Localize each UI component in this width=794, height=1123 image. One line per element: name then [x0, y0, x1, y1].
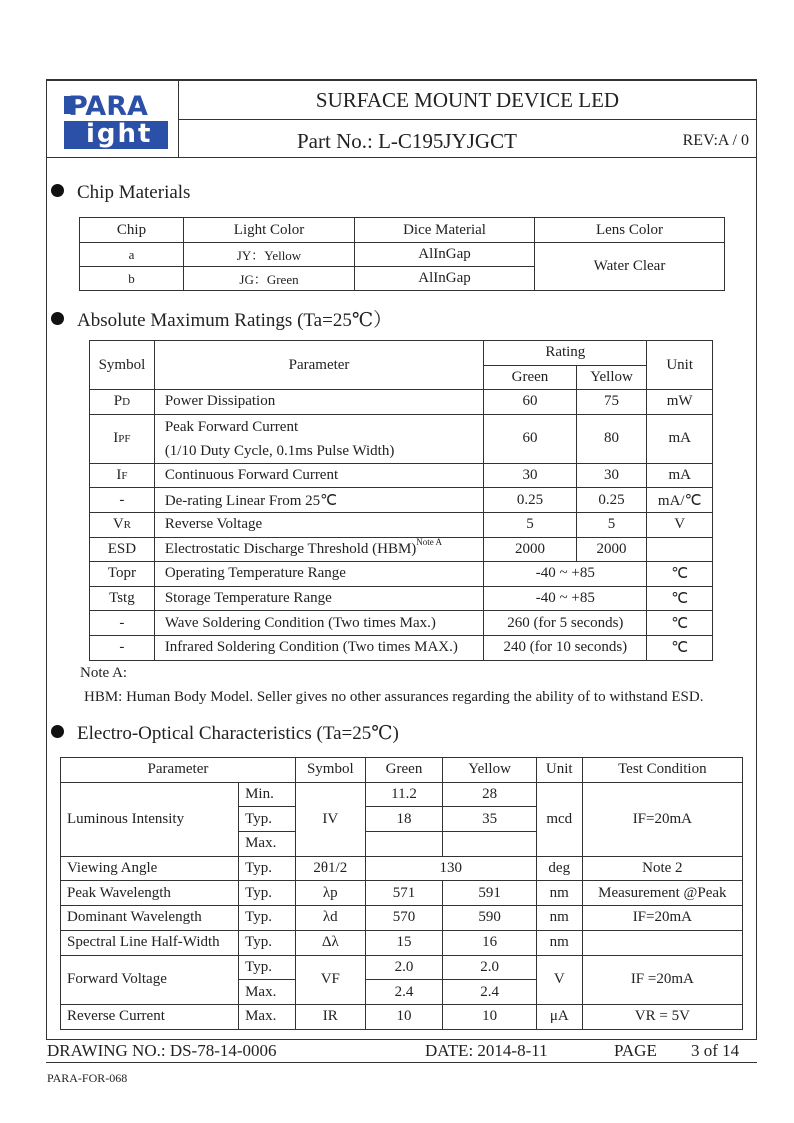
page-label: PAGE	[614, 1041, 657, 1060]
drawing-number: DRAWING NO.: DS-78-14-0006	[47, 1041, 277, 1060]
section-absolute-max-ratings	[51, 305, 392, 332]
table-cell: 590	[443, 906, 537, 931]
symbol-cell: λp	[295, 881, 365, 906]
document-title: SURFACE MOUNT DEVICE LED	[315, 88, 620, 112]
parameter-cell: Wave Soldering Condition (Two times Max.)	[154, 611, 483, 636]
table-cell: 5	[484, 512, 576, 537]
table-cell: 571	[365, 881, 443, 906]
bullet-icon	[51, 725, 64, 738]
column-header: Unit	[647, 341, 713, 390]
parameter-cell: Spectral Line Half-Width	[61, 930, 239, 955]
table-row	[90, 537, 713, 562]
parameter-cell: Power Dissipation	[154, 390, 483, 415]
note-label: Note A:	[80, 665, 128, 681]
table-cell: ℃	[647, 586, 713, 611]
table-cell: Max.	[239, 1004, 296, 1029]
table-cell: mcd	[536, 782, 582, 856]
table-cell: JG：Green	[184, 267, 355, 291]
section-electro-optical	[51, 722, 399, 745]
part-number: Part No.: L-C195JYJGCT	[297, 129, 517, 153]
table-cell: AlInGap	[355, 267, 535, 291]
symbol-cell: -	[90, 488, 155, 513]
parameter-cell: Viewing Angle	[61, 856, 239, 881]
table-cell: 60	[484, 414, 576, 463]
symbol-cell: ESD	[90, 537, 155, 562]
table-row	[61, 930, 743, 955]
document-date: DATE: 2014-8-11	[425, 1041, 548, 1060]
table-cell: 11.2	[365, 782, 443, 807]
table-cell: ℃	[647, 562, 713, 587]
symbol-cell: Topr	[90, 562, 155, 587]
note-text: HBM: Human Body Model. Seller gives no other assurances regarding the ability of to withstand ESD.	[84, 689, 704, 705]
table-row	[90, 635, 713, 660]
footer-divider	[46, 1062, 757, 1063]
table-cell: Min.	[239, 782, 296, 807]
symbol-cell: λd	[295, 906, 365, 931]
table-cell: 18	[365, 807, 443, 832]
parameter-cell: Peak Wavelength	[61, 881, 239, 906]
table-cell: AlInGap	[355, 243, 535, 267]
bullet-icon	[51, 184, 64, 197]
table-cell: Note 2	[582, 856, 742, 881]
parameter-cell: Operating Temperature Range	[154, 562, 483, 587]
table-cell: 75	[576, 390, 647, 415]
table-cell: IF=20mA	[582, 906, 742, 931]
column-header: Green	[365, 758, 443, 783]
symbol-cell: IV	[295, 782, 365, 856]
page-number: 3 of 14	[691, 1041, 740, 1060]
column-header: Yellow	[576, 365, 647, 390]
table-cell: -40 ~ +85	[484, 562, 647, 587]
table-cell: mA/℃	[647, 488, 713, 513]
parameter-cell: Dominant Wavelength	[61, 906, 239, 931]
table-cell: ℃	[647, 635, 713, 660]
chip-materials-table	[79, 217, 725, 291]
parameter-cell: Forward Voltage	[61, 955, 239, 1004]
table-cell: 10	[365, 1004, 443, 1029]
table-row	[90, 488, 713, 513]
column-header: Unit	[536, 758, 582, 783]
table-cell	[443, 832, 537, 857]
electro-optical-table	[60, 757, 743, 1030]
parameter-cell: Reverse Voltage	[154, 512, 483, 537]
table-cell	[647, 537, 713, 562]
symbol-cell: -	[90, 635, 155, 660]
column-header: Chip	[80, 218, 184, 243]
parameter-cell: Luminous Intensity	[61, 782, 239, 856]
bullet-icon	[51, 312, 64, 325]
column-header: Light Color	[184, 218, 355, 243]
column-header: Yellow	[443, 758, 537, 783]
table-cell: 5	[576, 512, 647, 537]
table-cell: 2.4	[365, 980, 443, 1005]
symbol-cell: IR	[295, 1004, 365, 1029]
table-cell: 28	[443, 782, 537, 807]
table-cell: 130	[365, 856, 536, 881]
table-cell: mA	[647, 414, 713, 463]
table-cell: V	[647, 512, 713, 537]
table-cell: 15	[365, 930, 443, 955]
table-row	[61, 881, 743, 906]
section-heading: Chip Materials	[77, 182, 191, 203]
table-cell: 591	[443, 881, 537, 906]
table-cell: nm	[536, 881, 582, 906]
table-row	[61, 906, 743, 931]
logo-text-bottom: ight	[86, 119, 153, 149]
table-cell: 35	[443, 807, 537, 832]
parameter-cell: Continuous Forward Current	[154, 463, 483, 488]
symbol-cell: Δλ	[295, 930, 365, 955]
parameter-cell: De-rating Linear From 25℃	[154, 488, 483, 513]
table-row	[61, 856, 743, 881]
symbol-cell: IF	[90, 463, 155, 488]
table-cell: nm	[536, 906, 582, 931]
symbol-cell: VF	[295, 955, 365, 1004]
table-cell: 0.25	[576, 488, 647, 513]
table-row	[90, 414, 713, 463]
table-cell: Max.	[239, 980, 296, 1005]
table-row	[90, 390, 713, 415]
table-cell: 2000	[484, 537, 576, 562]
column-header: Parameter	[154, 341, 483, 390]
table-cell: IF=20mA	[582, 782, 742, 856]
column-header: Rating	[484, 341, 647, 366]
table-cell: 570	[365, 906, 443, 931]
table-cell: a	[80, 243, 184, 267]
table-cell: Typ.	[239, 906, 296, 931]
section-heading: Electro-Optical Characteristics (Ta=25℃)	[77, 723, 399, 744]
logo-text-top: PARA	[68, 91, 148, 122]
table-cell: ℃	[647, 611, 713, 636]
table-row	[61, 955, 743, 980]
table-cell: VR = 5V	[582, 1004, 742, 1029]
table-row	[61, 1004, 743, 1029]
para-light-logo	[64, 91, 168, 152]
table-cell: Typ.	[239, 955, 296, 980]
column-header: Dice Material	[355, 218, 535, 243]
table-cell: nm	[536, 930, 582, 955]
table-cell: Typ.	[239, 881, 296, 906]
table-cell: 2000	[576, 537, 647, 562]
parameter-cell: Peak Forward Current (1/10 Duty Cycle, 0.1ms Pulse Width)	[154, 414, 483, 463]
table-cell: Typ.	[239, 856, 296, 881]
table-cell: JY：Yellow	[184, 243, 355, 267]
symbol-cell: VR	[90, 512, 155, 537]
table-cell: deg	[536, 856, 582, 881]
column-header: Test Condition	[582, 758, 742, 783]
symbol-cell: 2θ1/2	[295, 856, 365, 881]
table-row	[90, 512, 713, 537]
table-cell	[365, 832, 443, 857]
table-cell: μA	[536, 1004, 582, 1029]
table-cell: mW	[647, 390, 713, 415]
parameter-cell: Storage Temperature Range	[154, 586, 483, 611]
table-cell: Water Clear	[535, 243, 725, 291]
table-cell: 10	[443, 1004, 537, 1029]
table-cell: 30	[484, 463, 576, 488]
absolute-max-ratings-table	[89, 340, 713, 661]
table-cell: 2.0	[443, 955, 537, 980]
symbol-cell: -	[90, 611, 155, 636]
header-divider	[46, 157, 757, 158]
table-cell: 260 (for 5 seconds)	[484, 611, 647, 636]
table-cell: 2.0	[365, 955, 443, 980]
symbol-cell: PD	[90, 390, 155, 415]
table-cell: 30	[576, 463, 647, 488]
column-header: Lens Color	[535, 218, 725, 243]
column-header: Parameter	[61, 758, 296, 783]
column-header: Symbol	[295, 758, 365, 783]
parameter-cell: Infrared Soldering Condition (Two times MAX.)	[154, 635, 483, 660]
table-cell: 16	[443, 930, 537, 955]
symbol-cell: Tstg	[90, 586, 155, 611]
table-row	[61, 782, 743, 807]
table-row	[90, 586, 713, 611]
table-cell: V	[536, 955, 582, 1004]
column-header: Symbol	[90, 341, 155, 390]
form-number: PARA-FOR-068	[47, 1071, 128, 1085]
note-reference: Note A	[416, 536, 443, 547]
table-cell	[582, 930, 742, 955]
table-cell: -40 ~ +85	[484, 586, 647, 611]
table-cell: Typ.	[239, 807, 296, 832]
section-heading: Absolute Maximum Ratings (Ta=25℃）	[77, 310, 393, 331]
table-cell: b	[80, 267, 184, 291]
revision: REV:A / 0	[682, 132, 749, 149]
section-chip-materials	[51, 182, 190, 204]
table-cell: Measurement @Peak	[582, 881, 742, 906]
table-cell: 240 (for 10 seconds)	[484, 635, 647, 660]
header-divider	[178, 119, 757, 120]
table-cell: mA	[647, 463, 713, 488]
parameter-cell: Reverse Current	[61, 1004, 239, 1029]
symbol-cell: IPF	[90, 414, 155, 463]
table-cell: Typ.	[239, 930, 296, 955]
parameter-cell: Electrostatic Discharge Threshold (HBM)$^{Note A}$	[154, 537, 483, 562]
table-row	[90, 562, 713, 587]
table-cell: 0.25	[484, 488, 576, 513]
table-cell: 2.4	[443, 980, 537, 1005]
table-row	[90, 611, 713, 636]
table-row	[90, 463, 713, 488]
table-cell: IF =20mA	[582, 955, 742, 1004]
table-cell: 60	[484, 390, 576, 415]
table-cell: 80	[576, 414, 647, 463]
table-cell: Max.	[239, 832, 296, 857]
column-header: Green	[484, 365, 576, 390]
